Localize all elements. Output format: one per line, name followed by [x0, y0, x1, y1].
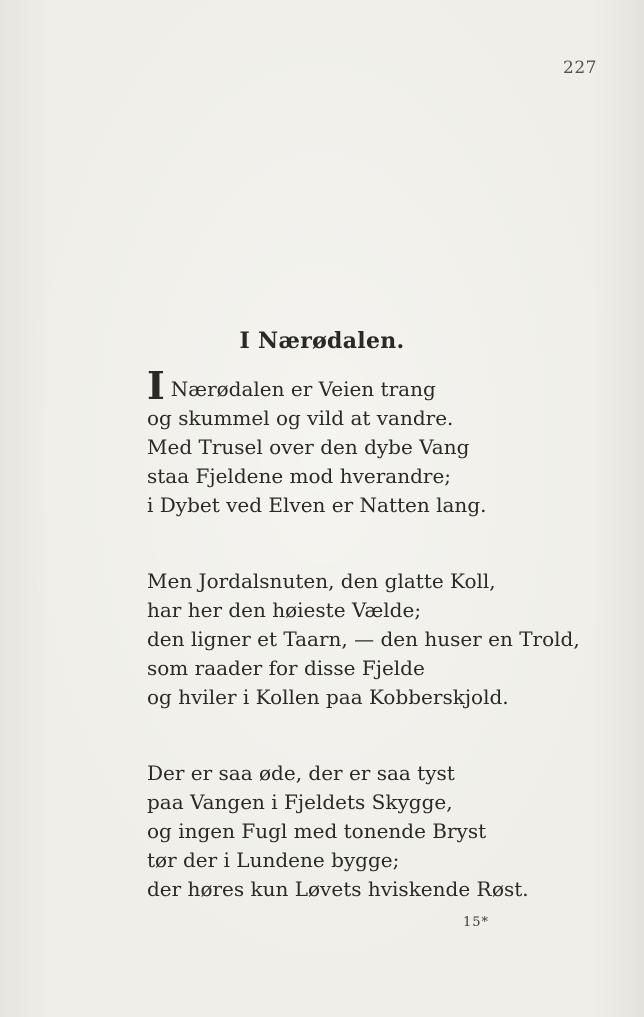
poem-line: og ingen Fugl med tonende Bryst — [147, 819, 487, 843]
poem-line: og skummel og vild at vandre. — [147, 406, 454, 430]
signature-mark: 15* — [463, 915, 490, 930]
poem-line: paa Vangen i Fjeldets Skygge, — [147, 790, 453, 814]
drop-cap: I — [147, 363, 165, 408]
poem-title: I Nærødalen. — [239, 328, 405, 354]
poem-line: staa Fjeldene mod hverandre; — [147, 464, 452, 488]
poem-body — [147, 363, 627, 951]
stanza-1 — [147, 363, 627, 520]
poem-line: Med Trusel over den dybe Vang — [147, 435, 470, 459]
poem-line — [147, 363, 627, 408]
poem-line: og hviler i Kollen paa Kobberskjold. — [147, 685, 509, 709]
poem-line: tør der i Lundene bygge; — [147, 848, 400, 872]
poem-line: Der er saa øde, der er saa tyst — [147, 761, 455, 785]
poem-line-text: Nærødalen er Veien trang — [170, 377, 436, 401]
stanza-2 — [147, 567, 627, 712]
page-number: 227 — [563, 58, 597, 78]
poem-line: har her den høieste Vælde; — [147, 598, 422, 622]
poem-line: der høres kun Løvets hviskende Røst. — [147, 877, 529, 901]
poem-line: som raader for disse Fjelde — [147, 656, 425, 680]
poem-line: i Dybet ved Elven er Natten lang. — [147, 493, 487, 517]
poem-line: Men Jordalsnuten, den glatte Koll, — [147, 569, 496, 593]
poem-line: den ligner et Taarn, — den huser en Trold, — [147, 627, 580, 651]
stanza-3 — [147, 759, 627, 904]
